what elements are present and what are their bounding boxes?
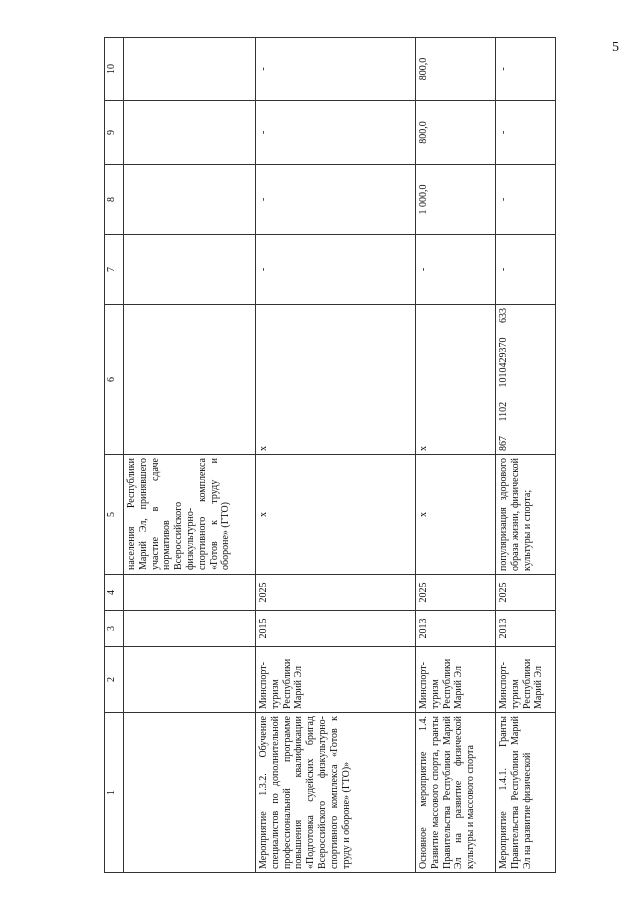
row2-col7: - — [416, 235, 496, 305]
rotated-table-container — [104, 38, 574, 873]
cont-cell-1 — [124, 713, 256, 873]
row1-col10: - — [256, 38, 416, 101]
header-col-1: 1 — [105, 713, 124, 873]
cont-cell-4 — [124, 575, 256, 611]
row2-executor: Минспорт-туризм Республики Марий Эл — [416, 647, 496, 713]
row3-col7: - — [496, 235, 556, 305]
row1-col6-a: х — [258, 446, 269, 451]
row3-col9: - — [496, 101, 556, 165]
header-row — [105, 38, 124, 873]
row2-start-year: 2013 — [416, 611, 496, 647]
row1-activity: Мероприятие 1.3.2. Обучение специалистов по дополнительной профессиональной программе повышения квалификации «Подготовка судейских бригад Всероссийского физкультурно-спортивного комплекса «Готов к труду и обороне» (ГТО)» — [256, 713, 416, 873]
row3-col6-d: 633 — [498, 308, 509, 323]
row2-col8: 1 000,0 — [416, 165, 496, 235]
program-table — [104, 37, 556, 873]
row1-col9: - — [256, 101, 416, 165]
row2-col10: 800,0 — [416, 38, 496, 101]
row2-end-year: 2025 — [416, 575, 496, 611]
cont-cell-6 — [124, 305, 256, 455]
row3-col5: популяризация здорового образа жизни, физической культуры и спорта; — [496, 455, 556, 575]
row2-col6-a: х — [418, 446, 429, 451]
row1-col5: х — [256, 455, 416, 575]
header-col-9: 9 — [105, 101, 124, 165]
row1-col7: - — [256, 235, 416, 305]
header-col-8: 8 — [105, 165, 124, 235]
row2-col5: х — [416, 455, 496, 575]
row3-activity: Мероприятие 1.4.1. Гранты Правительства Республики Марий Эл на развитие физической — [496, 713, 556, 873]
header-col-3: 3 — [105, 611, 124, 647]
row3-col6-b: 1102 — [498, 401, 509, 422]
cont-cell-9 — [124, 101, 256, 165]
cont-cell-5: населения Республики Марий Эл, принявшего участие в сдаче нормативов Всероссийского физкультурно-спортивного комплекса «Готов к труду и обороне» (ГТО) — [124, 455, 256, 575]
cont-cell-7 — [124, 235, 256, 305]
continuation-row — [124, 38, 256, 873]
header-col-4: 4 — [105, 575, 124, 611]
row3-col8: - — [496, 165, 556, 235]
row3-executor: Минспорт-туризм Республики Марий Эл — [496, 647, 556, 713]
page-number: 5 — [612, 40, 619, 55]
cont-cell-2 — [124, 647, 256, 713]
header-col-2: 2 — [105, 647, 124, 713]
table-row — [496, 38, 556, 873]
row1-start-year: 2015 — [256, 611, 416, 647]
row3-start-year: 2013 — [496, 611, 556, 647]
row1-executor: Минспорт-туризм Республики Марий Эл — [256, 647, 416, 713]
row1-end-year: 2025 — [256, 575, 416, 611]
table-row — [256, 38, 416, 873]
cont-cell-8 — [124, 165, 256, 235]
row3-end-year: 2025 — [496, 575, 556, 611]
header-col-7: 7 — [105, 235, 124, 305]
row2-col6 — [416, 305, 496, 455]
header-col-10: 10 — [105, 38, 124, 101]
row3-col6-a: 867 — [498, 436, 509, 451]
header-col-6: 6 — [105, 305, 124, 455]
row3-col6-c: 1010429370 — [498, 337, 509, 388]
row2-activity: Основное мероприятие 1.4. Развитие массового спорта, гранты Правительства Республики Марий Эл на развитие физической культуры и массового спорта — [416, 713, 496, 873]
cont-cell-10 — [124, 38, 256, 101]
row1-col8: - — [256, 165, 416, 235]
cont-cell-3 — [124, 611, 256, 647]
row3-col10: - — [496, 38, 556, 101]
header-col-5: 5 — [105, 455, 124, 575]
row1-col6 — [256, 305, 416, 455]
table-row — [416, 38, 496, 873]
row3-col6 — [496, 305, 556, 455]
row2-col9: 800,0 — [416, 101, 496, 165]
